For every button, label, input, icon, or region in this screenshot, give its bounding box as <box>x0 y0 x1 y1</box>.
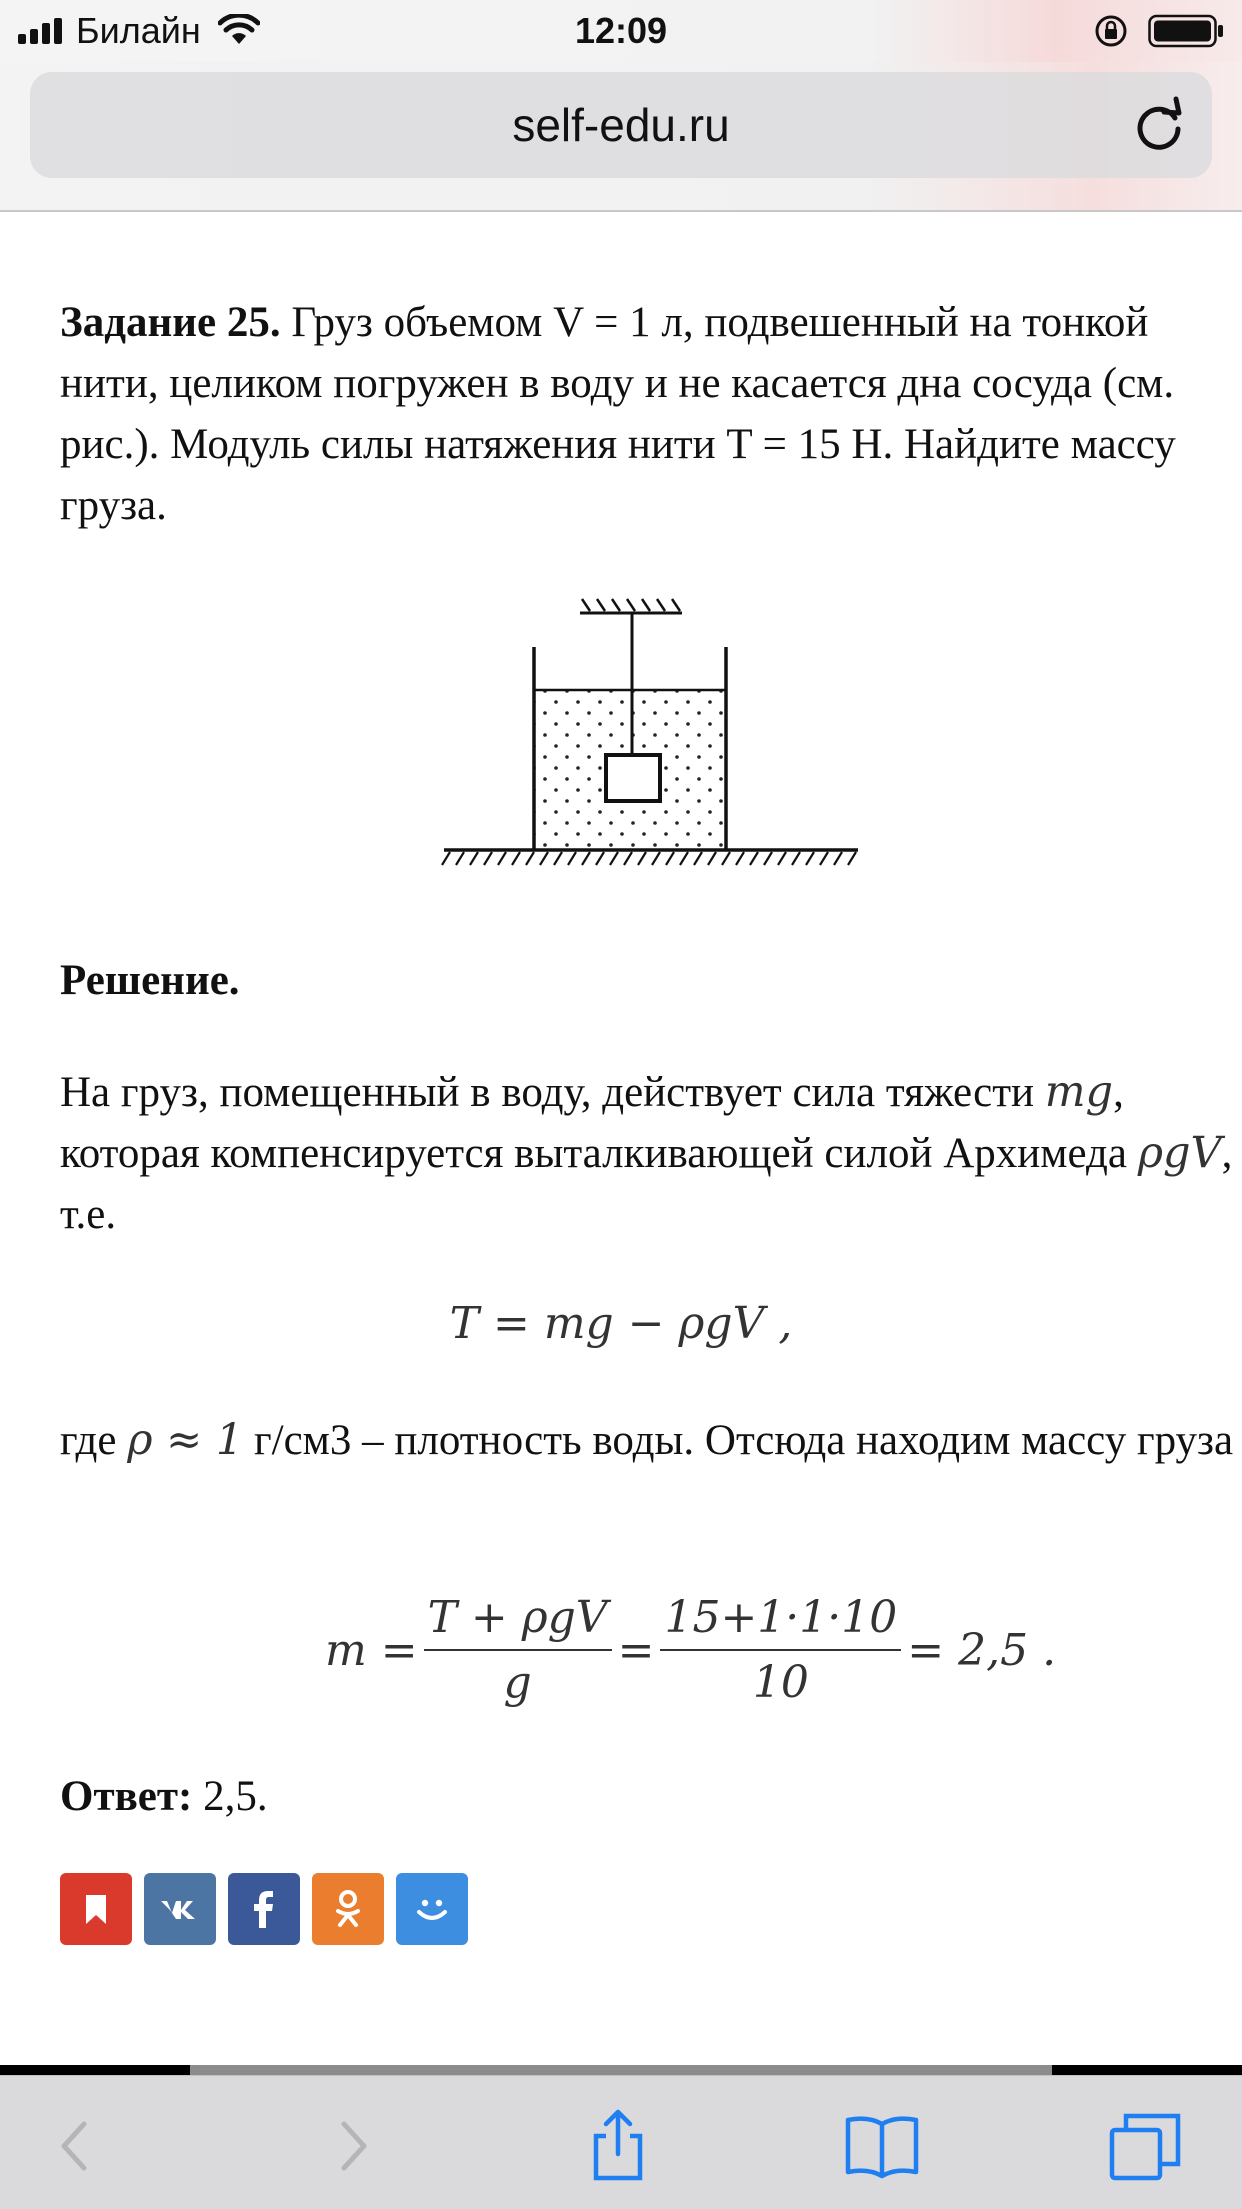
status-time: 12:09 <box>574 10 668 51</box>
carrier-name: Билайн <box>76 10 201 51</box>
odnoklassniki-icon <box>325 1886 371 1932</box>
share-vk-button[interactable] <box>144 1873 216 1945</box>
eq2-result: = 2,5 . <box>907 1624 1057 1676</box>
eq2-lhs: m = <box>325 1624 418 1676</box>
fraction-symbolic <box>424 1592 612 1708</box>
share-bookmark-button[interactable] <box>60 1873 132 1945</box>
share-icon[interactable] <box>578 2106 658 2186</box>
para1-text-a: На груз, помещенный в воду, действует сила тяжести <box>60 1069 1045 1116</box>
solution-paragraph-2 <box>60 1410 1240 1471</box>
solution-heading: Решение. <box>60 957 240 1004</box>
para2-text-a: где <box>60 1417 128 1464</box>
address-bar[interactable] <box>30 72 1212 178</box>
formula-rho: ρ ≈ 1 <box>127 1415 244 1465</box>
answer-label: Ответ: <box>60 1773 193 1820</box>
solution-paragraph-1 <box>60 1062 1240 1245</box>
formula-mg: mg <box>1044 1067 1114 1117</box>
url-text[interactable]: self-edu.ru <box>512 99 730 151</box>
share-moimir-button[interactable] <box>396 1873 468 1945</box>
fraction-numeric <box>660 1592 901 1708</box>
task-paragraph <box>60 292 1230 536</box>
facebook-icon <box>241 1886 287 1932</box>
vessel-figure <box>430 575 870 895</box>
eq2-equals: = <box>617 1624 655 1676</box>
browser-toolbar <box>0 2075 1242 2209</box>
battery-icon <box>1148 14 1224 48</box>
fraction-denominator: g <box>503 1657 532 1708</box>
tabs-icon[interactable] <box>1106 2106 1186 2186</box>
fraction-denominator: 10 <box>752 1657 809 1708</box>
forward-icon[interactable] <box>310 2106 390 2186</box>
equation-mass <box>325 1585 1056 1715</box>
fraction-numerator: T + ρgV <box>424 1592 612 1651</box>
reload-icon[interactable] <box>1130 96 1188 154</box>
moimir-icon <box>409 1886 455 1932</box>
share-facebook-button[interactable] <box>228 1873 300 1945</box>
rotation-lock-icon <box>1094 14 1128 48</box>
share-odnoklassniki-button[interactable] <box>312 1873 384 1945</box>
para2-text-b: г/см3 – плотность воды. Отсюда находим массу груза <box>243 1417 1234 1464</box>
formula-rhogv: ρgV <box>1137 1128 1222 1178</box>
share-buttons <box>60 1873 468 1945</box>
equation-tension: T = mg − ρgV , <box>449 1298 793 1349</box>
bookmarks-icon[interactable] <box>842 2106 922 2186</box>
fraction-numerator: 15+1·1·10 <box>660 1592 901 1651</box>
back-icon[interactable] <box>38 2106 118 2186</box>
task-title: Задание 25. <box>60 299 281 346</box>
para1-text-b: , которая компенсируется выталкивающей силой Архимеда <box>60 1069 1138 1177</box>
answer-value: 2,5. <box>192 1773 268 1820</box>
status-bar <box>0 0 1242 62</box>
para1-text-c: , т.е. <box>60 1130 1233 1238</box>
task-body: Груз объемом V = 1 л, подвешенный на тонкой нити, целиком погружен в воду и не касается дна сосуда (см. рис.). Модуль силы натяжения нити T = 15 Н. Найдите массу груза. <box>60 299 1176 529</box>
vk-icon <box>157 1886 203 1932</box>
bookmark-icon <box>73 1886 119 1932</box>
answer <box>60 1766 268 1827</box>
page-progress-thumb <box>190 2065 1052 2075</box>
